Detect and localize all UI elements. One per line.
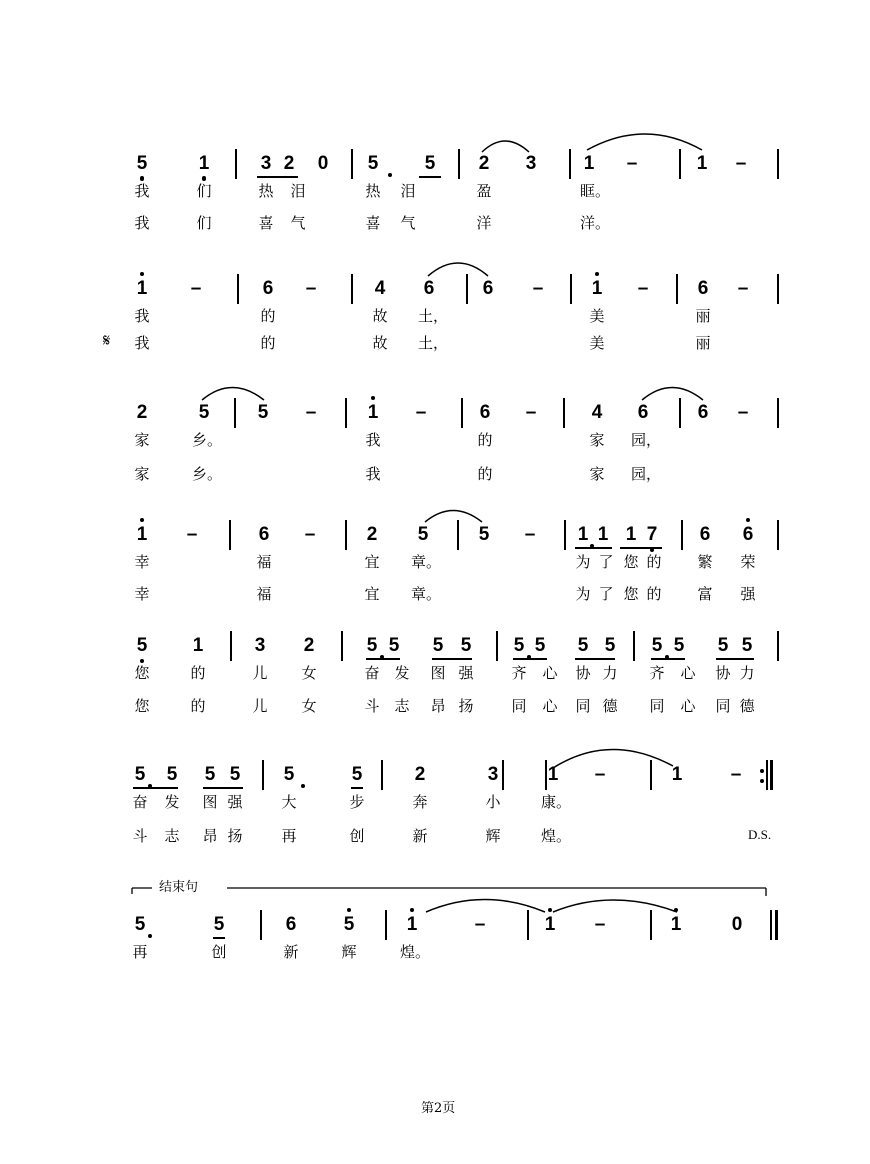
lyric-verse2: 气 — [400, 214, 416, 232]
barline — [569, 149, 571, 179]
barline — [260, 910, 262, 940]
barline — [341, 631, 343, 661]
lyric-verse2: 家 — [134, 465, 150, 483]
barline — [679, 149, 681, 179]
underline-beam — [366, 658, 400, 660]
lyric-verse2: 故 — [372, 334, 388, 352]
lyric-verse1: 热 — [258, 182, 274, 200]
note: 5 — [534, 635, 546, 656]
lyric-verse2: 的 — [260, 334, 276, 352]
repeat-dot — [760, 779, 764, 783]
barline — [385, 910, 387, 940]
note: 1 — [583, 153, 595, 174]
repeat-barline — [770, 760, 773, 790]
note: 5 — [136, 153, 148, 174]
lyric-verse2: 创 — [349, 827, 365, 845]
lyric-verse1: 的 — [646, 553, 662, 571]
note: – — [532, 278, 544, 299]
note: – — [474, 914, 486, 935]
lyric-verse1: 奋 — [364, 664, 380, 682]
lyric-verse2: 强 — [740, 585, 756, 603]
lyric-verse1: 家 — [589, 431, 605, 449]
underline-beam — [513, 658, 547, 660]
note: – — [524, 524, 536, 545]
note: – — [525, 402, 537, 423]
lyric-verse1: 协 — [575, 664, 591, 682]
note: 1 — [547, 764, 559, 785]
lyric-verse2: 您 — [623, 585, 639, 603]
lyric-verse2: 再 — [281, 827, 297, 845]
note: 5 — [388, 635, 400, 656]
note: 3 — [525, 153, 537, 174]
lyric-verse1: 幸 — [134, 553, 150, 571]
lyric-verse2: 心 — [680, 697, 696, 715]
lyric-verse2: 土， — [418, 334, 449, 352]
lyric-verse1: 女 — [301, 664, 317, 682]
note: 1 — [406, 914, 418, 935]
note: – — [305, 278, 317, 299]
lyric-verse1: 了 — [598, 553, 614, 571]
lyric-verse2: 丽 — [695, 334, 711, 352]
note: 5 — [651, 635, 663, 656]
note: 5 — [229, 764, 241, 785]
lyric-verse2: 洋 — [476, 214, 492, 232]
barline — [679, 398, 681, 428]
note: 0 — [317, 153, 329, 174]
underline-beam — [351, 787, 363, 789]
lyric-verse1: 土， — [418, 307, 449, 325]
note: 6 — [285, 914, 297, 935]
barline — [502, 760, 504, 790]
note: 5 — [257, 402, 269, 423]
high-octave-dot — [140, 272, 144, 276]
lyric-verse1: 儿 — [252, 664, 268, 682]
lyric-verse2: 为 — [575, 585, 591, 603]
high-octave-dot — [410, 908, 414, 912]
lyric-verse2: 了 — [598, 585, 614, 603]
lyric-verse1: 福 — [256, 553, 272, 571]
note: 6 — [258, 524, 270, 545]
note: 6 — [262, 278, 274, 299]
repeat-dot — [760, 769, 764, 773]
underline-beam — [651, 658, 685, 660]
lyric-verse1: 家 — [134, 431, 150, 449]
barline — [777, 274, 779, 304]
barline — [229, 520, 231, 550]
note: 6 — [699, 524, 711, 545]
lyric-verse2: 家 — [589, 465, 605, 483]
note: 6 — [697, 278, 709, 299]
lyric-verse1: 发 — [164, 793, 180, 811]
barline — [461, 398, 463, 428]
lyric-verse1: 强 — [227, 793, 243, 811]
barline — [466, 274, 468, 304]
lyric-verse2: 女 — [301, 697, 317, 715]
augmentation-dot — [388, 173, 392, 177]
lyric-verse1: 泪 — [290, 182, 306, 200]
note: 5 — [478, 524, 490, 545]
lyric-verse1: 乡。 — [192, 431, 223, 449]
lyric-verse2: 美 — [589, 334, 605, 352]
underline-beam — [419, 176, 441, 178]
note: – — [186, 524, 198, 545]
low-octave-dot — [140, 659, 144, 663]
lyric-verse1: 的 — [260, 307, 276, 325]
note: 5 — [343, 914, 355, 935]
slur — [202, 388, 264, 401]
barline — [351, 149, 353, 179]
lyric-verse2: 同 — [575, 697, 591, 715]
note: 1 — [597, 524, 609, 545]
note: 2 — [414, 764, 426, 785]
note: 2 — [283, 153, 295, 174]
lyric-verse1: 为 — [575, 553, 591, 571]
lyric-verse2: 德 — [739, 697, 755, 715]
lyric-verse1: 奋 — [132, 793, 148, 811]
lyric-verse2: 同 — [511, 697, 527, 715]
note: 5 — [136, 635, 148, 656]
high-octave-dot — [140, 518, 144, 522]
lyric-verse1: 康。 — [541, 793, 572, 811]
barline — [458, 149, 460, 179]
note: 5 — [673, 635, 685, 656]
note: – — [637, 278, 649, 299]
lyric-verse1: 煌。 — [400, 943, 431, 961]
lyric-verse2: 的 — [646, 585, 662, 603]
note: 5 — [417, 524, 429, 545]
lyric-verse2: 同 — [649, 697, 665, 715]
slur — [553, 900, 677, 912]
note: 5 — [198, 402, 210, 423]
note: 5 — [424, 153, 436, 174]
high-octave-dot — [674, 908, 678, 912]
note: – — [415, 402, 427, 423]
lyric-verse2: 您 — [134, 697, 150, 715]
slur — [587, 134, 702, 150]
barline — [570, 274, 572, 304]
lyric-verse1: 图 — [202, 793, 218, 811]
note: 2 — [136, 402, 148, 423]
lyric-verse2: 的 — [190, 697, 206, 715]
note: 6 — [482, 278, 494, 299]
note: – — [737, 278, 749, 299]
note: 1 — [192, 635, 204, 656]
lyric-verse2: 们 — [196, 214, 212, 232]
lyric-verse1: 创 — [211, 943, 227, 961]
barline — [633, 631, 635, 661]
lyric-verse2: 扬 — [227, 827, 243, 845]
note: 6 — [637, 402, 649, 423]
lyric-verse1: 美 — [589, 307, 605, 325]
lyric-verse1: 心 — [680, 664, 696, 682]
note: 6 — [479, 402, 491, 423]
lyric-verse1: 步 — [349, 793, 365, 811]
note: 5 — [283, 764, 295, 785]
slur — [642, 388, 703, 401]
lyric-verse1: 我 — [134, 307, 150, 325]
note: 3 — [254, 635, 266, 656]
augmentation-dot — [148, 934, 152, 938]
augmentation-dot — [301, 784, 305, 788]
lyric-verse1: 泪 — [400, 182, 416, 200]
note: 1 — [136, 278, 148, 299]
lyric-verse2: 园， — [631, 465, 662, 483]
ending-label: 结束句 — [159, 880, 199, 895]
note: 4 — [591, 402, 603, 423]
lyric-verse2: 的 — [477, 465, 493, 483]
high-octave-dot — [347, 908, 351, 912]
lyric-verse1: 的 — [477, 431, 493, 449]
lyric-verse1: 齐 — [649, 664, 665, 682]
note: 1 — [671, 764, 683, 785]
barline — [345, 398, 347, 428]
lyric-verse1: 协 — [715, 664, 731, 682]
note: 0 — [731, 914, 743, 935]
barline — [345, 520, 347, 550]
lyric-verse1: 热 — [365, 182, 381, 200]
note: 5 — [577, 635, 589, 656]
underline-beam — [257, 176, 298, 178]
lyric-verse1: 园， — [631, 431, 662, 449]
lyric-verse2: 乡。 — [192, 465, 223, 483]
note: 6 — [697, 402, 709, 423]
lyric-verse2: 德 — [602, 697, 618, 715]
note: 2 — [366, 524, 378, 545]
underline-beam — [213, 937, 225, 939]
lyric-verse1: 我 — [365, 431, 381, 449]
lyric-verse2: 斗 — [132, 827, 148, 845]
lyric-verse1: 心 — [542, 664, 558, 682]
note: 5 — [213, 914, 225, 935]
note: – — [304, 524, 316, 545]
note: 5 — [432, 635, 444, 656]
lyric-verse2: 我 — [134, 214, 150, 232]
slur — [425, 511, 482, 523]
underline-beam — [716, 658, 754, 660]
barline — [545, 760, 547, 790]
barline — [770, 910, 772, 940]
barline — [777, 398, 779, 428]
note: – — [190, 278, 202, 299]
barline — [681, 520, 683, 550]
slur — [482, 141, 529, 152]
note: – — [735, 153, 747, 174]
lyric-verse2: 气 — [290, 214, 306, 232]
lyric-verse1: 荣 — [740, 553, 756, 571]
barline — [262, 760, 264, 790]
lyric-verse1: 您 — [623, 553, 639, 571]
note: 5 — [134, 914, 146, 935]
note: 5 — [351, 764, 363, 785]
note: 5 — [741, 635, 753, 656]
lyric-verse2: 洋。 — [580, 214, 611, 232]
note: 5 — [604, 635, 616, 656]
underline-beam — [203, 787, 243, 789]
lyric-verse2: 昂 — [202, 827, 218, 845]
note: 1 — [544, 914, 556, 935]
lyric-verse1: 奔 — [412, 793, 428, 811]
note: 5 — [204, 764, 216, 785]
barline — [766, 760, 768, 790]
lyric-verse2: 斗 — [364, 697, 380, 715]
note: – — [305, 402, 317, 423]
lyric-verse1: 辉 — [341, 943, 357, 961]
note: 5 — [367, 153, 379, 174]
note: 5 — [460, 635, 472, 656]
barline — [351, 274, 353, 304]
lyric-verse2: 宜 — [364, 585, 380, 603]
barline — [564, 520, 566, 550]
lyric-verse1: 新 — [283, 943, 299, 961]
lyric-verse1: 故 — [372, 307, 388, 325]
lyric-verse1: 力 — [739, 664, 755, 682]
lyric-verse1: 再 — [132, 943, 148, 961]
barline — [496, 631, 498, 661]
note: 6 — [423, 278, 435, 299]
lyric-verse2: 昂 — [430, 697, 446, 715]
slur — [428, 263, 488, 276]
barline — [527, 910, 529, 940]
lyric-verse1: 强 — [458, 664, 474, 682]
barline — [777, 631, 779, 661]
final-barline — [775, 910, 778, 940]
lyric-verse2: 心 — [542, 697, 558, 715]
barline — [650, 910, 652, 940]
lyric-verse1: 齐 — [511, 664, 527, 682]
lyric-verse1: 小 — [485, 793, 501, 811]
note: 2 — [478, 153, 490, 174]
high-octave-dot — [548, 908, 552, 912]
barline — [777, 520, 779, 550]
lyric-verse1: 章。 — [411, 553, 442, 571]
barline — [235, 149, 237, 179]
lyric-verse1: 力 — [602, 664, 618, 682]
barline — [230, 631, 232, 661]
lyric-verse1: 我 — [134, 182, 150, 200]
lyric-verse2: 幸 — [134, 585, 150, 603]
lyric-verse1: 繁 — [697, 553, 713, 571]
note: 1 — [625, 524, 637, 545]
low-octave-dot — [140, 176, 144, 180]
note: 3 — [487, 764, 499, 785]
note: 1 — [136, 524, 148, 545]
underline-beam — [133, 787, 178, 789]
barline — [381, 760, 383, 790]
lyric-verse1: 的 — [190, 664, 206, 682]
high-octave-dot — [595, 272, 599, 276]
note: 5 — [717, 635, 729, 656]
lyric-verse2: 志 — [164, 827, 180, 845]
underline-beam — [575, 547, 612, 549]
lyric-verse2: 福 — [256, 585, 272, 603]
note: 3 — [260, 153, 272, 174]
ds-mark: D.S. — [748, 827, 772, 842]
note: 5 — [134, 764, 146, 785]
underline-beam — [620, 547, 662, 549]
note: 5 — [166, 764, 178, 785]
note: – — [594, 914, 606, 935]
lyric-verse2: 喜 — [258, 214, 274, 232]
note: – — [626, 153, 638, 174]
lyric-verse2: 扬 — [458, 697, 474, 715]
lyric-verse2: 富 — [697, 585, 713, 603]
barline — [237, 274, 239, 304]
lyric-verse1: 丽 — [695, 307, 711, 325]
barline — [777, 149, 779, 179]
barline — [234, 398, 236, 428]
note: 1 — [591, 278, 603, 299]
high-octave-dot — [371, 396, 375, 400]
lyric-verse1: 大 — [281, 793, 297, 811]
note: – — [730, 764, 742, 785]
lyric-verse2: 志 — [394, 697, 410, 715]
lyric-verse2: 我 — [365, 465, 381, 483]
lyric-verse1: 们 — [196, 182, 212, 200]
note: 5 — [513, 635, 525, 656]
page-number: 第2页 — [421, 1101, 456, 1116]
lyric-verse1: 盈 — [476, 182, 492, 200]
note: 7 — [646, 524, 658, 545]
lyric-verse1: 眶。 — [580, 182, 611, 200]
note: 6 — [742, 524, 754, 545]
low-octave-dot — [650, 548, 654, 552]
high-octave-dot — [746, 518, 750, 522]
note: – — [594, 764, 606, 785]
lyric-verse2: 我 — [134, 334, 150, 352]
lyric-verse2: 新 — [412, 827, 428, 845]
underline-beam — [432, 658, 472, 660]
lyric-verse1: 图 — [430, 664, 446, 682]
note: 1 — [198, 153, 210, 174]
note: – — [737, 402, 749, 423]
note: 5 — [366, 635, 378, 656]
lyric-verse2: 章。 — [411, 585, 442, 603]
lyric-verse2: 煌。 — [541, 827, 572, 845]
lyric-verse2: 儿 — [252, 697, 268, 715]
barline — [650, 760, 652, 790]
slur — [553, 749, 673, 768]
lyric-verse2: 同 — [715, 697, 731, 715]
lyric-verse1: 宜 — [364, 553, 380, 571]
barline — [457, 520, 459, 550]
underline-beam — [575, 658, 615, 660]
note: 2 — [303, 635, 315, 656]
note: 1 — [577, 524, 589, 545]
note: 1 — [670, 914, 682, 935]
note: 1 — [696, 153, 708, 174]
low-octave-dot — [202, 176, 206, 180]
lyric-verse1: 您 — [134, 664, 150, 682]
barline — [676, 274, 678, 304]
lyric-verse2: 辉 — [485, 827, 501, 845]
lyric-verse2: 喜 — [365, 214, 381, 232]
note: 4 — [374, 278, 386, 299]
note: 1 — [367, 402, 379, 423]
segno-sign: 𝄋 — [103, 331, 111, 351]
lyric-verse1: 发 — [394, 664, 410, 682]
barline — [563, 398, 565, 428]
